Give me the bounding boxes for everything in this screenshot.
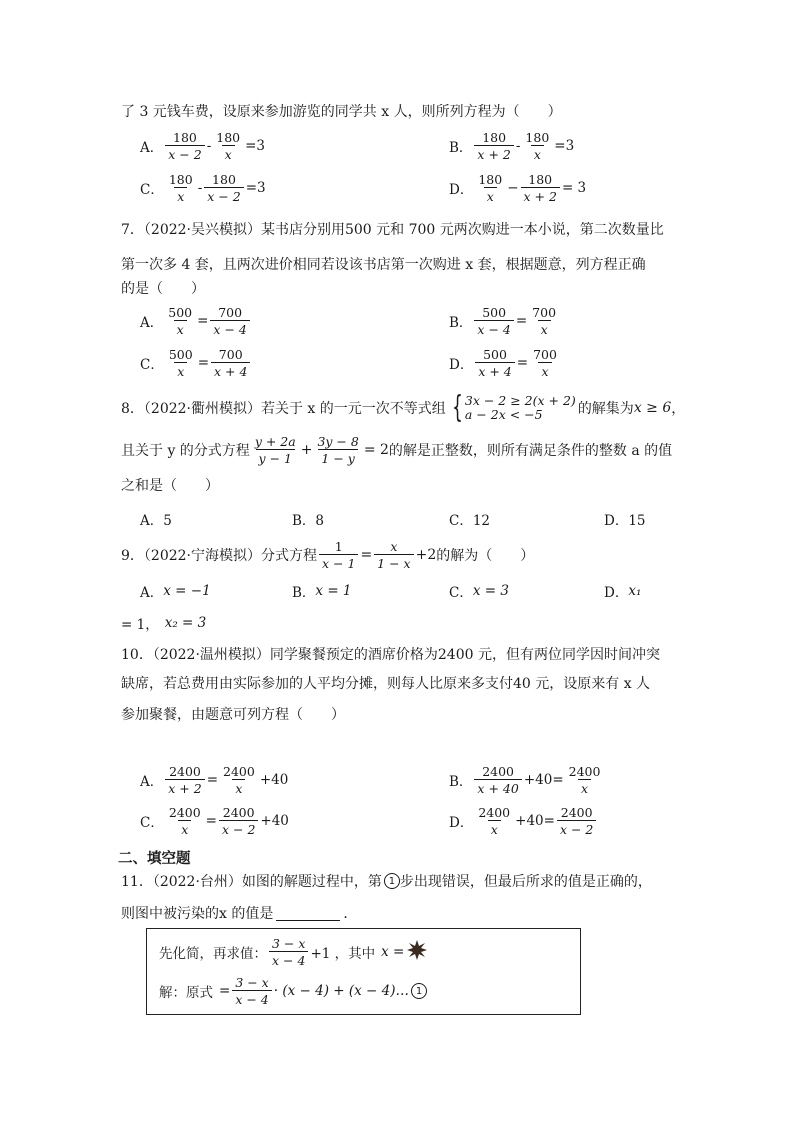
q8-line-3: 之和是（ ） <box>121 478 219 494</box>
q7-option-c[interactable]: C． $\frac{500}{x}$ = $\frac{700}{x + 4}$ <box>140 348 252 378</box>
q6-option-c[interactable]: C． $\frac{180}{x}$ - $\frac{180}{x - 2}$ =3 <box>140 172 266 205</box>
q11-line-1: 11．（2022·台州）如图的解题过程中，第 1 步出现错误，但最后所求的值是正确的， <box>121 874 652 890</box>
q10-option-a[interactable]: A． $\frac{2400}{x + 2}$ = $\frac{2400}{x}$ +40 <box>140 764 289 797</box>
q7-line-2: 第一次多 4 套，且两次进价相同若设该书店第一次购进 x 套，根据题意，列方程正确 <box>121 257 646 273</box>
q7-option-a[interactable]: A． $\frac{500}{x}$ = $\frac{700}{x - 4}$ <box>140 306 252 336</box>
q11-line-2: 则图中被污染的x 的值是 ． <box>121 906 358 922</box>
q10-option-b[interactable]: B． $\frac{2400}{x + 40}$ +40 = $\frac{2400}{x}$ <box>449 764 601 797</box>
q6-stem-text: 了 3 元钱车费，设原来参加游览的同学共 x 人，则所列方程为（ ） <box>121 104 562 120</box>
q8-line-2: 且关于 y 的分式方程 $\frac{y + 2a}{y - 1}$ + $\frac{3y - 8}{1 - y}$ = 2 的解是正整数，则所有满足条件的整数 a 的值 <box>121 433 673 466</box>
q9-option-d[interactable]: D． x₁ <box>604 583 642 601</box>
circled-step-number: 1 <box>384 873 400 889</box>
q7-line-3: 的是（ ） <box>121 281 205 297</box>
q6-option-d[interactable]: D． $\frac{180}{x}$ − $\frac{180}{x + 2}$ = 3 <box>449 172 587 205</box>
q9-option-d-continued: = 1， x₂ = 3 <box>121 615 207 633</box>
q10-option-c[interactable]: C． $\frac{2400}{x}$ = $\frac{2400}{x - 2}$ +40 <box>140 805 289 838</box>
q10-line-1: 10．（2022·温州模拟）同学聚餐预定的酒席价格为2400 元，但有两位同学因时间冲突 <box>121 647 660 663</box>
q11-solution-box <box>146 928 581 1015</box>
q9-line-1: 9．（2022·宁海模拟）分式方程 $\frac{1}{x - 1}$ = $\frac{x}{1 - x}$ +2 的解为（ ） <box>121 538 535 571</box>
box-line-2: 解：原式 = $\frac{3 - x}{x - 4}$ · (x − 4) + (x − 4)… 1 <box>159 976 427 1006</box>
q6-option-a[interactable]: A． $\frac{180}{x - 2}$ - $\frac{180}{x}$ =3 <box>140 130 266 163</box>
q8-option-c[interactable]: C．12 <box>449 513 491 529</box>
answer-blank[interactable] <box>276 906 340 921</box>
q9-option-c[interactable]: C． x = 3 <box>449 583 509 601</box>
section-title-fill-in: 二、填空题 <box>118 851 191 867</box>
q6-option-b[interactable]: B． $\frac{180}{x + 2}$ - $\frac{180}{x}$ =3 <box>449 130 575 163</box>
q9-option-b[interactable]: B． x = 1 <box>292 583 352 601</box>
q8-inequality-system: { 3x − 2 ≥ 2(x + 2) a − 2x < −5 <box>452 390 576 425</box>
circled-step-number-box: 1 <box>411 983 427 999</box>
ink-blot-icon <box>407 940 427 964</box>
q9-option-a[interactable]: A． x = −1 <box>140 583 211 601</box>
q10-line-3: 参加聚餐，由题意可列方程（ ） <box>121 707 345 723</box>
q7-option-d[interactable]: D． $\frac{500}{x + 4}$ = $\frac{700}{x}$ <box>449 347 557 380</box>
q7-option-b[interactable]: B． $\frac{500}{x - 4}$ = $\frac{700}{x}$ <box>449 305 557 338</box>
q8-line-1: 8．（2022·衢州模拟）若关于 x 的一元一次不等式组 { 3x − 2 ≥ 2(x + 2) a − 2x < −5 的解集为 x ≥ 6 ， <box>121 390 686 425</box>
q7-line-1: 7．（2022·吴兴模拟）某书店分别用500 元和 700 元两次购进一本小说，第二次数量比 <box>121 222 664 238</box>
q8-option-b[interactable]: B．8 <box>292 513 325 529</box>
q8-option-d[interactable]: D．15 <box>604 513 646 529</box>
box-line-1: 先化简，再求值： $\frac{3 - x}{x - 4}$ +1 ，其中 x = <box>159 937 427 967</box>
q10-option-d[interactable]: D． $\frac{2400}{x}$ +40 = $\frac{2400}{x - 2}$ <box>449 806 598 836</box>
q8-option-a[interactable]: A．5 <box>140 513 172 529</box>
q10-line-2: 缺席，若总费用由实际参加的人平均分摊，则每人比原来多支付40 元，设原来有 x 人 <box>121 676 651 692</box>
q6-stem-tail <box>121 100 562 122</box>
